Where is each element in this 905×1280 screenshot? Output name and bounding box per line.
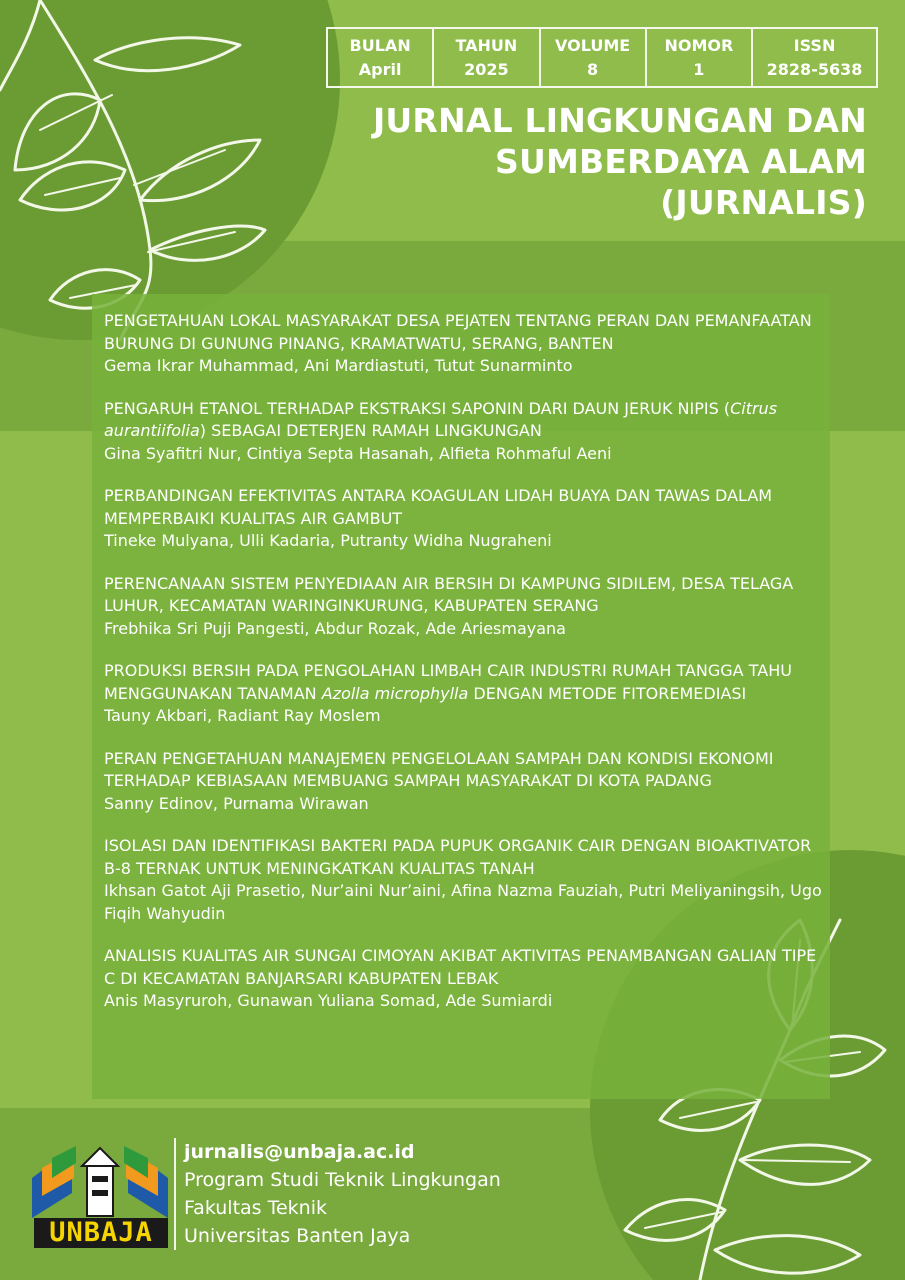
article-title-part: ) SEBAGAI DETERJEN RAMAH LINGKUNGAN	[199, 421, 542, 440]
article-title	[104, 398, 822, 443]
article-2	[104, 398, 822, 466]
number-label: NOMOR	[664, 35, 734, 55]
journal-title-line-3: (JURNALIS)	[660, 183, 867, 222]
issue-info-table	[326, 27, 878, 88]
footer-divider	[174, 1138, 176, 1250]
article-title: PERBANDINGAN EFEKTIVITAS ANTARA KOAGULAN LIDAH BUAYA DAN TAWAS DALAM MEMPERBAIKI KUALITAS AIR GAMBUT	[104, 486, 773, 528]
article-6	[104, 748, 822, 816]
study-program: Program Studi Teknik Lingkungan	[184, 1169, 501, 1191]
article-title-part: PENGARUH ETANOL TERHADAP EKSTRAKSI SAPONIN DARI DAUN JERUK NIPIS (	[104, 398, 731, 418]
journal-title	[347, 100, 867, 223]
article-title-species: Citrus aurantiifolia	[104, 398, 778, 440]
table-of-contents	[92, 294, 830, 1099]
article-title-part: DENGAN METODE FITOREMEDIASI	[468, 683, 747, 703]
article-authors: Tauny Akbari, Radiant Ray Moslem	[104, 706, 381, 725]
article-5	[104, 660, 822, 728]
issn-value: 2828-5638	[766, 59, 863, 79]
article-title-species: Azolla microphylla	[321, 683, 469, 703]
article-title: PENGETAHUAN LOKAL MASYARAKAT DESA PEJATEN TENTANG PERAN DAN PEMANFAATAN BURUNG DI GUNUNG PINANG, KRAMATWATU, SERANG, BANTEN	[104, 311, 812, 353]
publisher-contact	[184, 1138, 501, 1250]
issue-month	[328, 29, 434, 86]
volume-label: VOLUME	[555, 35, 631, 55]
year-value: 2025	[464, 59, 509, 79]
journal-title-line-1: JURNAL LINGKUNGAN DAN	[372, 101, 867, 140]
article-8	[104, 945, 822, 1013]
article-7	[104, 835, 822, 925]
article-1	[104, 310, 822, 378]
article-title: PERENCANAAN SISTEM PENYEDIAAN AIR BERSIH DI KAMPUNG SIDILEM, DESA TELAGA LUHUR, KECAMATAN WARINGINKURUNG, KABUPATEN SERANG	[104, 573, 794, 615]
number-value: 1	[693, 59, 705, 79]
article-authors: Anis Masyruroh, Gunawan Yuliana Somad, Ade Sumiardi	[104, 991, 553, 1010]
article-4	[104, 573, 822, 641]
issue-year	[434, 29, 540, 86]
volume-value: 8	[587, 59, 599, 79]
issue-issn	[753, 29, 876, 86]
issn-label: ISSN	[793, 35, 836, 55]
email-link[interactable]: jurnalis@unbaja.ac.id	[184, 1141, 415, 1163]
article-title	[104, 660, 822, 705]
year-label: TAHUN	[455, 35, 518, 55]
article-authors: Frebhika Sri Puji Pangesti, Abdur Rozak, Ade Ariesmayana	[104, 618, 566, 638]
logo-wordmark: UNBAJA	[34, 1218, 168, 1248]
issue-volume	[541, 29, 647, 86]
month-label: BULAN	[349, 35, 411, 55]
month-value: April	[358, 59, 402, 79]
article-authors: Gina Syafitri Nur, Cintiya Septa Hasanah, Alfieta Rohmaful Aeni	[104, 443, 612, 463]
article-title-part: PRODUKSI BERSIH PADA PENGOLAHAN LIMBAH CAIR INDUSTRI RUMAH TANGGA TAHU MENGGUNAKAN TANAMAN	[104, 661, 792, 703]
issue-number	[647, 29, 753, 86]
article-authors: Ikhsan Gatot Aji Prasetio, Nur’aini Nur’aini, Afina Nazma Fauziah, Putri Meliyaningsih, Ugo Fiqih Wahyudin	[104, 881, 822, 923]
article-title: PERAN PENGETAHUAN MANAJEMEN PENGELOLAAN SAMPAH DAN KONDISI EKONOMI TERHADAP KEBIASAAN MEMBUANG SAMPAH MASYARAKAT DI KOTA PADANG	[104, 748, 774, 790]
faculty: Fakultas Teknik	[184, 1197, 327, 1219]
article-3	[104, 485, 822, 553]
university: Universitas Banten Jaya	[184, 1225, 411, 1247]
article-authors: Sanny Edinov, Purnama Wirawan	[104, 793, 369, 813]
article-title: ANALISIS KUALITAS AIR SUNGAI CIMOYAN AKIBAT AKTIVITAS PENAMBANGAN GALIAN TIPE C DI KECAMATAN BANJARSARI KABUPATEN LEBAK	[104, 946, 817, 988]
article-authors: Gema Ikrar Muhammad, Ani Mardiastuti, Tutut Sunarminto	[104, 356, 573, 375]
article-authors: Tineke Mulyana, Ulli Kadaria, Putranty Widha Nugraheni	[104, 531, 552, 550]
journal-title-line-2: SUMBERDAYA ALAM	[495, 142, 867, 181]
article-title: ISOLASI DAN IDENTIFIKASI BAKTERI PADA PUPUK ORGANIK CAIR DENGAN BIOAKTIVATOR B-8 TERNAK UNTUK MENINGKATKAN KUALITAS TANAH	[104, 836, 812, 878]
